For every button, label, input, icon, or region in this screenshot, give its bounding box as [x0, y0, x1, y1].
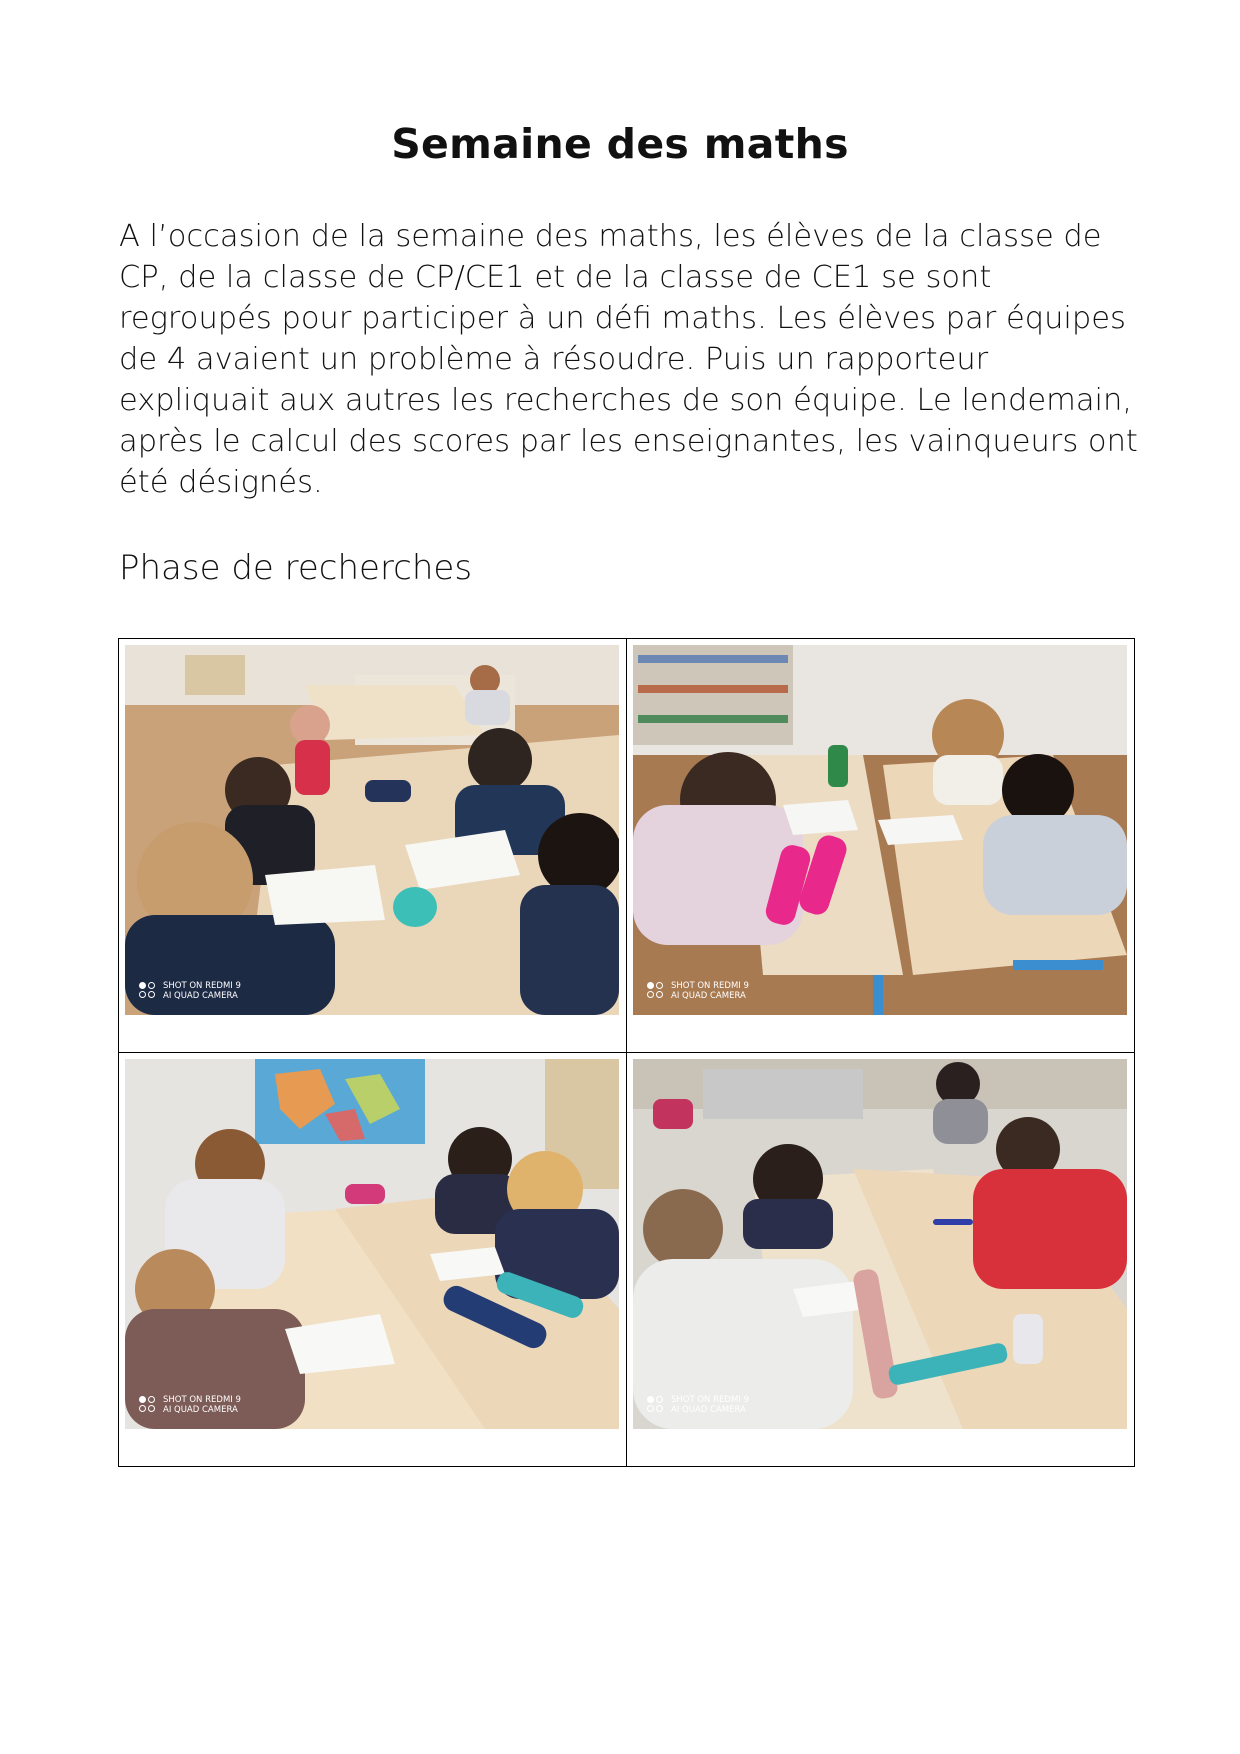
camera-logo-icon — [647, 982, 665, 1000]
photo-cell-1 — [119, 639, 627, 1053]
watermark-line-2: AI QUAD CAMERA — [671, 991, 746, 1001]
camera-watermark — [647, 981, 749, 1001]
photo-2 — [633, 645, 1127, 1015]
photo-cell-4 — [627, 1053, 1135, 1467]
watermark-line-1: SHOT ON REDMI 9 — [163, 981, 241, 991]
photo-4-image — [633, 1059, 1127, 1429]
photo-1-image — [125, 645, 619, 1015]
watermark-line-2: AI QUAD CAMERA — [163, 1405, 238, 1415]
photo-4 — [633, 1059, 1127, 1429]
watermark-line-1: SHOT ON REDMI 9 — [671, 981, 749, 991]
photo-3-image — [125, 1059, 619, 1429]
page-title: Semaine des maths — [391, 120, 849, 168]
watermark-line-2: AI QUAD CAMERA — [671, 1405, 746, 1415]
camera-logo-icon — [647, 1396, 665, 1414]
section-heading: Phase de recherches — [119, 548, 473, 588]
photo-grid — [118, 638, 1135, 1467]
intro-paragraph: A l’occasion de la semaine des maths, les élèves de la classe de CP, de la classe de CP/CE1 et de la classe de CE1 se sont regroupés pour participer à un défi maths. Les élèves par équipes de 4 avaient un problème à résoudre. Puis un rapporteur expliquait aux autres les recherches de son équipe. Le lendemain, après le calcul des scores par les enseignantes, les vainqueurs ont été désignés. — [119, 219, 1138, 500]
watermark-line-2: AI QUAD CAMERA — [163, 991, 238, 1001]
camera-watermark — [647, 1395, 749, 1415]
photo-2-image — [633, 645, 1127, 1015]
camera-watermark — [139, 1395, 241, 1415]
photo-3 — [125, 1059, 619, 1429]
photo-1 — [125, 645, 619, 1015]
camera-logo-icon — [139, 982, 157, 1000]
watermark-line-1: SHOT ON REDMI 9 — [671, 1395, 749, 1405]
camera-watermark — [139, 981, 241, 1001]
photo-cell-2 — [627, 639, 1135, 1053]
watermark-line-1: SHOT ON REDMI 9 — [163, 1395, 241, 1405]
camera-logo-icon — [139, 1396, 157, 1414]
photo-cell-3 — [119, 1053, 627, 1467]
